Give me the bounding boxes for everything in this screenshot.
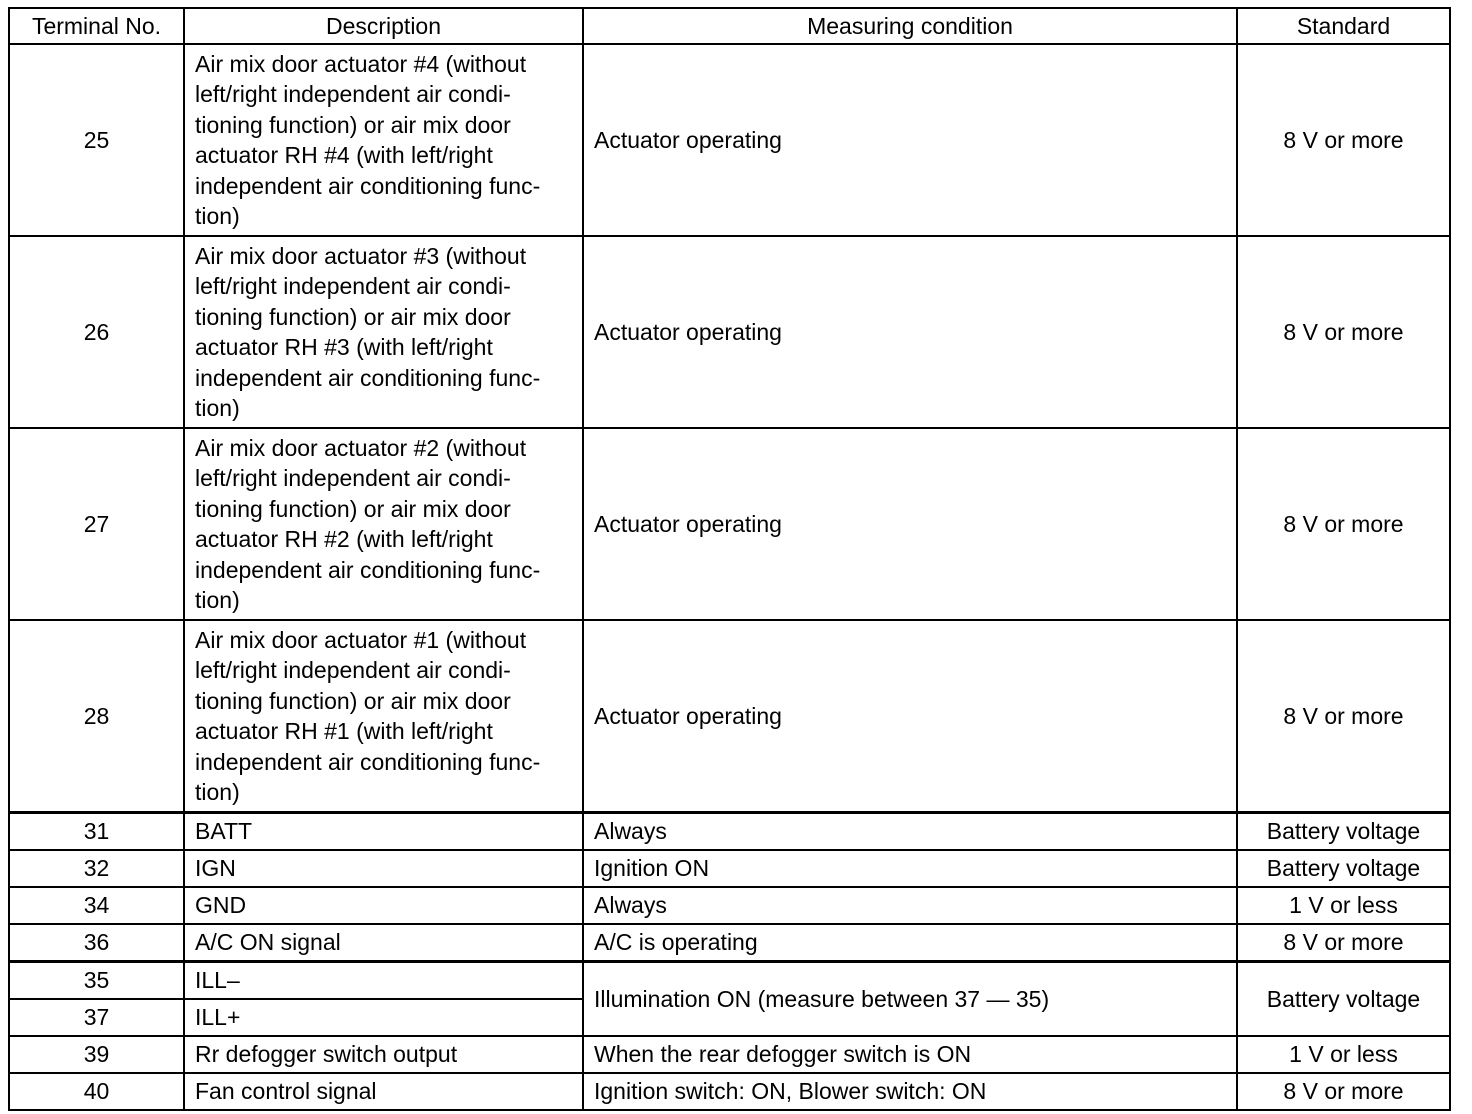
description-line: tion) (195, 395, 240, 421)
header-row (9, 8, 1450, 44)
standard-cell: Battery voltage (1237, 850, 1450, 887)
table-row (9, 887, 1450, 924)
standard-cell: 8 V or more (1237, 236, 1450, 428)
terminal-cell: 25 (9, 44, 184, 236)
header-condition: Measuring condition (583, 8, 1237, 44)
terminal-cell: 32 (9, 850, 184, 887)
terminal-cell: 31 (9, 813, 184, 851)
terminal-cell: 39 (9, 1036, 184, 1073)
standard-cell: Battery voltage (1237, 813, 1450, 851)
condition-cell: Illumination ON (measure between 37 — 35) (583, 962, 1237, 1037)
table-row (9, 620, 1450, 813)
description-line: actuator RH #1 (with left/right (195, 718, 493, 744)
description-line: independent air conditioning func- (195, 748, 541, 775)
condition-cell: A/C is operating (583, 924, 1237, 962)
description-cell (184, 236, 583, 428)
condition-cell: Always (583, 813, 1237, 851)
terminal-cell: 28 (9, 620, 184, 813)
description-line: Air mix door actuator #1 (without (195, 626, 527, 653)
description-cell: IGN (184, 850, 583, 887)
description-cell: BATT (184, 813, 583, 851)
terminal-cell: 27 (9, 428, 184, 620)
description-line: tion) (195, 203, 240, 229)
table-row (9, 1073, 1450, 1110)
description-line: left/right independent air condi- (195, 273, 511, 299)
condition-cell: Actuator operating (583, 428, 1237, 620)
standard-cell: 1 V or less (1237, 887, 1450, 924)
terminal-cell: 34 (9, 887, 184, 924)
standard-cell: Battery voltage (1237, 962, 1450, 1037)
terminal-cell: 37 (9, 999, 184, 1036)
table-row (9, 236, 1450, 428)
terminal-cell: 26 (9, 236, 184, 428)
table-row (9, 813, 1450, 851)
description-cell: Fan control signal (184, 1073, 583, 1110)
condition-cell: Ignition ON (583, 850, 1237, 887)
condition-cell: When the rear defogger switch is ON (583, 1036, 1237, 1073)
description-cell: GND (184, 887, 583, 924)
description-line: tioning function) or air mix door (195, 111, 511, 138)
condition-cell: Actuator operating (583, 236, 1237, 428)
table-row (9, 924, 1450, 962)
description-cell (184, 620, 583, 813)
description-cell (184, 44, 583, 236)
table-row (9, 850, 1450, 887)
description-line: independent air conditioning func- (195, 364, 541, 391)
description-line: independent air conditioning func- (195, 556, 541, 583)
description-line: tioning function) or air mix door (195, 495, 511, 522)
condition-cell: Ignition switch: ON, Blower switch: ON (583, 1073, 1237, 1110)
description-line: Air mix door actuator #2 (without (195, 434, 527, 461)
standard-cell: 8 V or more (1237, 620, 1450, 813)
description-line: Air mix door actuator #3 (without (195, 242, 527, 269)
terminal-cell: 40 (9, 1073, 184, 1110)
description-line: tioning function) or air mix door (195, 303, 511, 330)
description-line: actuator RH #3 (with left/right (195, 334, 493, 360)
table-row (9, 1036, 1450, 1073)
standard-cell: 8 V or more (1237, 1073, 1450, 1110)
description-line: tion) (195, 587, 240, 613)
standard-cell: 8 V or more (1237, 428, 1450, 620)
header-terminal: Terminal No. (9, 8, 184, 44)
standard-cell: 8 V or more (1237, 924, 1450, 962)
terminal-cell: 36 (9, 924, 184, 962)
condition-cell: Always (583, 887, 1237, 924)
description-line: left/right independent air condi- (195, 81, 511, 107)
header-description: Description (184, 8, 583, 44)
description-line: left/right independent air condi- (195, 465, 511, 491)
terminal-spec-table (8, 7, 1451, 1111)
standard-cell: 1 V or less (1237, 1036, 1450, 1073)
description-line: Air mix door actuator #4 (without (195, 50, 527, 77)
table-row (9, 962, 1450, 1000)
description-line: actuator RH #4 (with left/right (195, 142, 493, 168)
description-cell: A/C ON signal (184, 924, 583, 962)
description-line: left/right independent air condi- (195, 657, 511, 683)
description-line: actuator RH #2 (with left/right (195, 526, 493, 552)
terminal-cell: 35 (9, 962, 184, 1000)
condition-cell: Actuator operating (583, 44, 1237, 236)
description-cell: ILL– (184, 962, 583, 1000)
description-line: independent air conditioning func- (195, 172, 541, 199)
description-line: tion) (195, 779, 240, 805)
description-cell (184, 428, 583, 620)
standard-cell: 8 V or more (1237, 44, 1450, 236)
description-line: tioning function) or air mix door (195, 687, 511, 714)
table-row (9, 428, 1450, 620)
description-cell: Rr defogger switch output (184, 1036, 583, 1073)
header-standard: Standard (1237, 8, 1450, 44)
condition-cell: Actuator operating (583, 620, 1237, 813)
table-row (9, 44, 1450, 236)
description-cell: ILL+ (184, 999, 583, 1036)
